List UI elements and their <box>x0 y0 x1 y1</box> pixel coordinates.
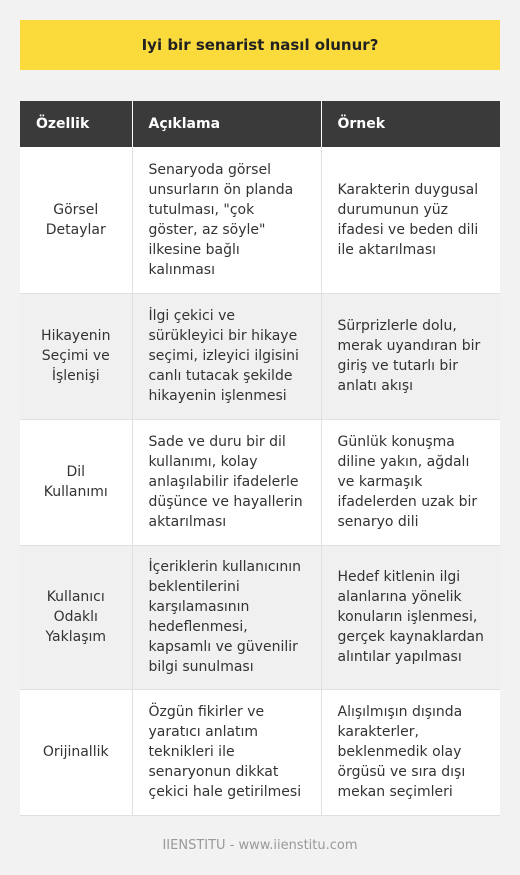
row-example: Sürprizlerle dolu, merak uyandıran bir giriş ve tutarlı bir anlatı akışı <box>321 293 500 419</box>
row-description: İlgi çekici ve sürükleyici bir hikaye seçimi, izleyici ilgisini canlı tutacak şekilde hikayenin işlenmesi <box>132 293 321 419</box>
table-row <box>20 419 500 545</box>
header-feature: Özellik <box>20 101 132 147</box>
table-header-row <box>20 101 500 147</box>
row-example: Hedef kitlenin ilgi alanlarına yönelik konuların işlenmesi, gerçek kaynaklardan alıntılar yapılması <box>321 545 500 689</box>
table-row <box>20 545 500 689</box>
row-feature: Orijinallik <box>20 689 132 815</box>
page-title: Iyi bir senarist nasıl olunur? <box>20 20 500 70</box>
row-feature: Dil Kullanımı <box>20 419 132 545</box>
info-table <box>20 101 500 816</box>
table-row <box>20 689 500 815</box>
row-feature: Hikayenin Seçimi ve İşlenişi <box>20 293 132 419</box>
row-feature: Görsel Detaylar <box>20 147 132 293</box>
header-description: Açıklama <box>132 101 321 147</box>
row-description: Senaryoda görsel unsurların ön planda tutulması, "çok göster, az söyle" ilkesine bağlı kalınması <box>132 147 321 293</box>
row-example: Alışılmışın dışında karakterler, beklenmedik olay örgüsü ve sıra dışı mekan seçimleri <box>321 689 500 815</box>
row-description: Özgün fikirler ve yaratıcı anlatım teknikleri ile senaryonun dikkat çekici hale getirilmesi <box>132 689 321 815</box>
row-example: Günlük konuşma diline yakın, ağdalı ve karmaşık ifadelerden uzak bir senaryo dili <box>321 419 500 545</box>
row-description: Sade ve duru bir dil kullanımı, kolay anlaşılabilir ifadelerle düşünce ve hayallerin aktarılması <box>132 419 321 545</box>
footer-credit: IIENSTITU - www.iienstitu.com <box>162 838 358 853</box>
row-feature: Kullanıcı Odaklı Yaklaşım <box>20 545 132 689</box>
header-example: Örnek <box>321 101 500 147</box>
row-example: Karakterin duygusal durumunun yüz ifadesi ve beden dili ile aktarılması <box>321 147 500 293</box>
table-row <box>20 293 500 419</box>
row-description: İçeriklerin kullanıcının beklentilerini karşılamasının hedeflenmesi, kapsamlı ve güvenilir bilgi sunulması <box>132 545 321 689</box>
table-row <box>20 147 500 293</box>
